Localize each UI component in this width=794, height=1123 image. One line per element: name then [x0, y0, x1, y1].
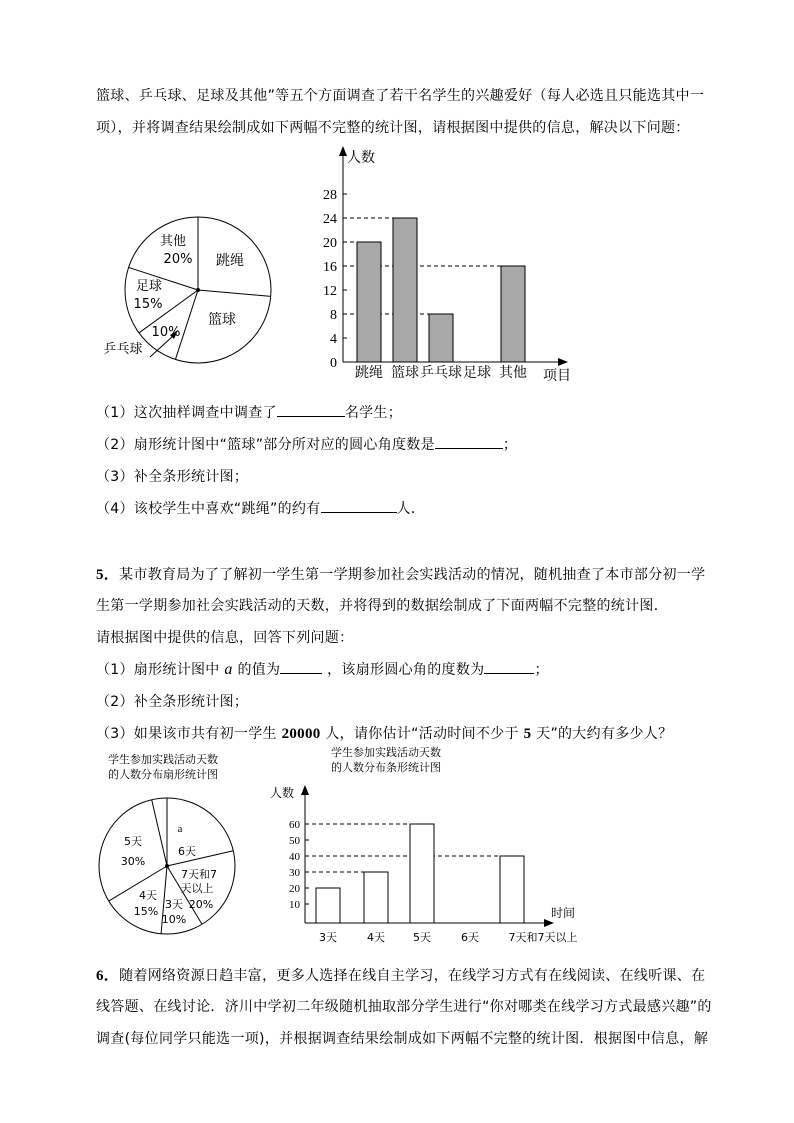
p5-bar	[316, 888, 340, 923]
p4-y-tick-label: 12	[323, 284, 337, 299]
p4-x-tick-label: 足球	[463, 365, 491, 381]
p5-y-tick-label: 20	[289, 883, 300, 895]
p5-bar-title-2: 的人数分布条形统计图	[331, 761, 441, 774]
p6-line2: 线答题、在线讨论．济川中学初二年级随机抽取部分学生进行“你对哪类在线学习方式最感兴趣”的	[96, 999, 712, 1015]
p4-question-2	[96, 434, 517, 454]
p4-y-tick-label: 8	[330, 308, 337, 323]
pie-center-dot	[165, 864, 169, 868]
pie-center-dot	[196, 288, 200, 292]
p5-bar-ylabel: 人数	[270, 786, 295, 800]
p5-x-tick-label: 7天和7天以上	[508, 931, 578, 944]
x-axis-arrow-icon	[558, 358, 568, 366]
p4-question-3: （3）补全条形统计图；	[96, 469, 249, 485]
p4-question-4	[96, 498, 425, 518]
p4-y-tick-label: 24	[323, 212, 337, 227]
p5-pie-chart	[98, 748, 248, 938]
p4-bar	[429, 314, 453, 362]
x-axis-arrow-icon	[544, 919, 554, 927]
p4-q4-text: （4）该校学生中喜欢“跳绳”的约有	[96, 501, 321, 517]
p5-q1-angle-blank[interactable]	[484, 659, 534, 674]
p5-pie-label-six: 6天	[178, 845, 196, 858]
p5-x-tick-label: 6天	[461, 931, 479, 944]
p4-q4-answer-blank[interactable]	[321, 498, 397, 513]
p5-pie-title-2: 的人数分布扇形统计图	[108, 768, 218, 781]
p4-q2-text-end: ；	[502, 437, 518, 453]
p5-y-tick-label: 30	[289, 867, 300, 879]
p5-question-3	[96, 723, 672, 743]
p4-bar-chart-body	[323, 146, 568, 381]
p4-bar	[393, 218, 417, 362]
p6-line3: 调查(每位同学只能选一项)，并根据调查结果绘制成如下两幅不完整的统计图．根据图中信息，解	[96, 1031, 709, 1047]
p4-intro-line2: 项），并将调查结果绘制成如下两幅不完整的统计图，请根据图中提供的信息，解决以下问题：	[96, 120, 690, 136]
p4-x-tick-label: 篮球	[391, 365, 419, 381]
problem-number-5: 5．	[96, 567, 120, 583]
p5-pie-label-three-pct: 10%	[161, 913, 187, 926]
p5-q3-text-end: 天”的大约有多少人？	[536, 726, 673, 742]
p5-q1-text-end: ；	[534, 662, 549, 678]
p5-bar-chart	[262, 742, 592, 952]
p5-q1-text: （1）扇形统计图中	[96, 662, 220, 678]
p4-pie-label-pingpong: 乒乓球	[103, 342, 143, 357]
p5-y-tick-label: 60	[289, 819, 300, 831]
p5-q3-text-2: 人，请你估计“活动时间不少于	[325, 726, 519, 742]
p5-bar-chart-body	[289, 785, 578, 944]
p5-x-tick-label: 4天	[367, 931, 385, 944]
p4-q1-text: （1）这次抽样调查中调查了	[96, 405, 277, 421]
p5-pie-label-five-pct: 30%	[120, 855, 146, 868]
p5-bar	[410, 824, 434, 923]
p4-x-tick-label: 跳绳	[355, 365, 383, 381]
p4-pie-label-jump: 跳绳	[216, 253, 244, 269]
p4-q2-text: （2）扇形统计图中“篮球”部分所对应的圆心角度数是	[96, 437, 435, 453]
p5-question-1	[96, 659, 549, 679]
p5-q3-days: 5	[523, 726, 532, 742]
p5-line2: 生第一学期参加社会实践活动的天数，并将得到的数据绘制成了下面两幅不完整的统计图．	[96, 598, 668, 614]
p5-line3: 请根据图中提供的信息，回答下列问题：	[96, 630, 354, 646]
p5-q1-variable: a	[224, 661, 233, 678]
p4-pie-label-other: 其他	[159, 234, 187, 249]
p4-y-tick-label: 0	[330, 356, 337, 371]
p6-line1	[96, 964, 705, 985]
p4-pie-chart	[98, 210, 278, 370]
p4-pie-label-football-pct: 15%	[133, 297, 163, 312]
p4-intro-line1: 篮球、乒乓球、足球及其他”等五个方面调查了若干名学生的兴趣爱好（每人必选且只能选其中一	[96, 88, 705, 104]
p5-pie-label-seven-pct: 20%	[188, 898, 214, 911]
p5-y-tick-label: 10	[289, 899, 300, 911]
p4-bar	[357, 242, 381, 362]
p4-bar-ylabel: 人数	[347, 150, 375, 166]
p5-pie-label-three: 3天	[165, 898, 183, 911]
p5-bar	[364, 872, 388, 923]
p5-q3-text: （3）如果该市共有初一学生	[96, 726, 277, 742]
p4-q4-text-end: 人．	[396, 501, 426, 517]
p4-y-tick-label: 16	[323, 260, 337, 275]
p5-y-tick-label: 50	[289, 835, 300, 847]
p4-y-tick-label: 4	[330, 332, 337, 347]
p4-pie-label-football: 足球	[135, 279, 163, 294]
p5-x-tick-label: 5天	[413, 931, 431, 944]
p5-pie-label-seven-2: 天以上	[180, 882, 214, 895]
p4-x-tick-label: 乒乓球	[420, 365, 462, 381]
p5-bar-xlabel: 时间	[551, 906, 576, 920]
p4-q1-answer-blank[interactable]	[277, 402, 345, 417]
p5-question-2: （2）补全条形统计图；	[96, 694, 249, 710]
p5-q3-population: 20000	[281, 726, 321, 742]
p5-bar	[500, 856, 524, 923]
problem-number-6: 6．	[96, 968, 120, 984]
p4-q1-text-end: 名学生；	[344, 405, 403, 421]
p5-line1	[96, 563, 705, 584]
p4-y-tick-label: 28	[323, 188, 337, 203]
p4-bar	[501, 266, 525, 362]
p5-pie-label-a: a	[177, 823, 183, 835]
p4-x-tick-label: 其他	[499, 365, 527, 381]
p4-y-tick-label: 20	[323, 236, 337, 251]
p6-line1-text: 随着网络资源日趋丰富，更多人选择在线自主学习，在线学习方式有在线阅读、在线听课、在	[119, 968, 706, 984]
p5-y-tick-label: 40	[289, 851, 300, 863]
p5-pie-label-four: 4天	[139, 889, 157, 902]
p5-pie-label-five: 5天	[124, 835, 142, 848]
p4-bar-chart	[320, 140, 580, 385]
p4-pie-label-basketball: 篮球	[208, 312, 236, 328]
p4-pie-label-other-pct: 20%	[163, 252, 193, 267]
p4-q2-answer-blank[interactable]	[435, 434, 503, 449]
y-axis-arrow-icon	[339, 146, 347, 156]
y-axis-arrow-icon	[301, 785, 309, 795]
p5-pie-title-1: 学生参加实践活动天数	[108, 753, 218, 766]
p5-q1-value-blank[interactable]	[280, 659, 322, 674]
p5-q1-text-2: 的值为	[237, 662, 281, 678]
p5-pie-label-seven-1: 7天和7	[181, 868, 217, 881]
p5-q1-text-3: ，该扇形圆心角的度数为	[327, 662, 485, 678]
p4-question-1	[96, 402, 402, 422]
p5-pie-label-four-pct: 15%	[133, 905, 159, 918]
p5-x-tick-label: 3天	[319, 931, 337, 944]
p4-pie-label-pingpong-pct: 10%	[151, 325, 181, 340]
p5-line1-text: 某市教育局为了了解初一学生第一学期参加社会实践活动的情况，随机抽查了本市部分初一学	[119, 567, 706, 583]
p4-bar-xlabel: 项目	[543, 368, 571, 384]
p5-bar-title-1: 学生参加实践活动天数	[331, 746, 441, 759]
